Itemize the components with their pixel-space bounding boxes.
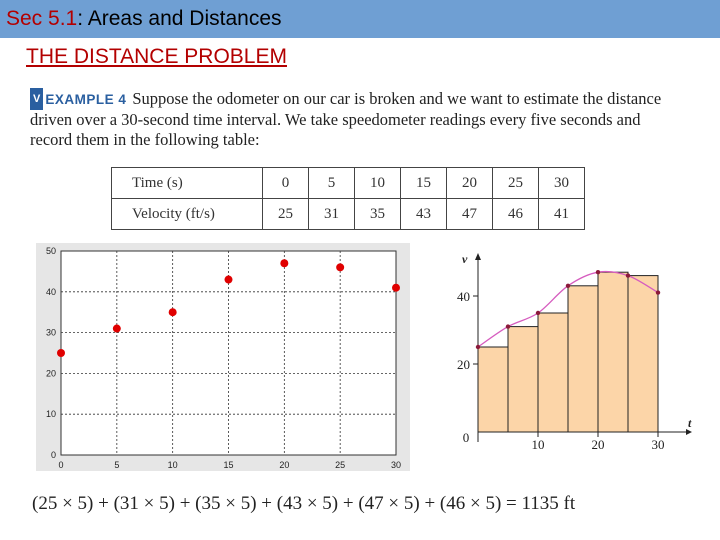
time-cell: 5: [309, 168, 355, 199]
riemann-sum-chart: [448, 250, 698, 460]
time-cell: 15: [401, 168, 447, 199]
title-bar: [0, 0, 720, 38]
x-tick-label: 10: [531, 437, 545, 452]
curve-point: [566, 284, 570, 288]
time-cell: 25: [493, 168, 539, 199]
table-row-velocity: [112, 199, 585, 230]
example-label: EXAMPLE 4: [45, 92, 127, 107]
table-row-time: [112, 168, 585, 199]
x-tick-label: 20: [279, 460, 290, 470]
velocity-cell: 46: [493, 199, 539, 230]
x-tick-label: 10: [167, 460, 178, 470]
data-point: [336, 263, 344, 271]
x-tick-label: 20: [591, 437, 605, 452]
data-point: [280, 259, 288, 267]
data-point: [113, 325, 121, 333]
y-tick-label: 40: [457, 289, 470, 304]
time-cell: 0: [263, 168, 309, 199]
example-text: Suppose the odometer on our car is broken and we want to estimate the distance driven over a 30-second time interval. We take speedometer readings every five seconds and record them in the following table:: [30, 89, 662, 149]
curve-point: [626, 273, 630, 277]
bar: [538, 313, 568, 432]
bar: [478, 347, 508, 432]
curve-point: [656, 290, 660, 294]
x-tick-label: 15: [223, 460, 234, 470]
y-axis-arrow: [475, 253, 481, 260]
velocity-cell: 43: [401, 199, 447, 230]
velocity-cell: 41: [539, 199, 585, 230]
time-cell: 30: [539, 168, 585, 199]
bar: [628, 276, 658, 432]
velocity-cell: 47: [447, 199, 493, 230]
y-tick-label: 10: [45, 409, 56, 420]
example-badge-icon: V: [30, 88, 43, 110]
velocity-cell: 35: [355, 199, 401, 230]
section-number: Sec 5.1: [6, 7, 78, 30]
velocity-cell: 25: [263, 199, 309, 230]
y-tick-label: 0: [50, 450, 56, 460]
x-tick-label: 25: [335, 460, 346, 470]
data-point: [392, 284, 400, 292]
x-tick-label: 30: [390, 460, 402, 470]
curve-point: [476, 345, 480, 349]
row-label-time: Time (s): [112, 168, 263, 199]
x-tick-label: 5: [114, 460, 120, 470]
data-point: [57, 349, 65, 357]
data-point: [225, 276, 233, 284]
time-cell: 10: [355, 168, 401, 199]
curve-point: [596, 270, 600, 274]
section-title: : Areas and Distances: [77, 7, 282, 30]
x-tick-label: 0: [58, 460, 64, 470]
bar: [598, 272, 628, 432]
y-tick-label: 20: [457, 357, 470, 372]
y-tick-label: 20: [45, 368, 56, 379]
y-axis-label: v: [462, 252, 468, 266]
slide-subtitle: THE DISTANCE PROBLEM: [26, 45, 287, 68]
bar: [568, 286, 598, 432]
x-tick-label: 30: [651, 437, 665, 452]
data-table: [111, 167, 585, 230]
scatter-chart: [36, 243, 416, 475]
y-tick-label: 30: [45, 327, 56, 338]
time-cell: 20: [447, 168, 493, 199]
y-tick-label: 40: [45, 286, 56, 297]
curve-point: [506, 324, 510, 328]
y-tick-label: 50: [45, 246, 56, 256]
origin-label: 0: [462, 430, 470, 445]
curve-point: [536, 311, 540, 315]
bar: [508, 327, 538, 432]
row-label-velocity: Velocity (ft/s): [112, 199, 263, 230]
x-axis-label: t: [688, 416, 692, 430]
velocity-cell: 31: [309, 199, 355, 230]
data-point: [169, 308, 177, 316]
slide-title: [6, 7, 282, 31]
example-paragraph: [30, 88, 680, 150]
distance-formula: (25 × 5) + (31 × 5) + (35 × 5) + (43 × 5) + (47 × 5) + (46 × 5) = 1135 ft: [32, 493, 576, 514]
